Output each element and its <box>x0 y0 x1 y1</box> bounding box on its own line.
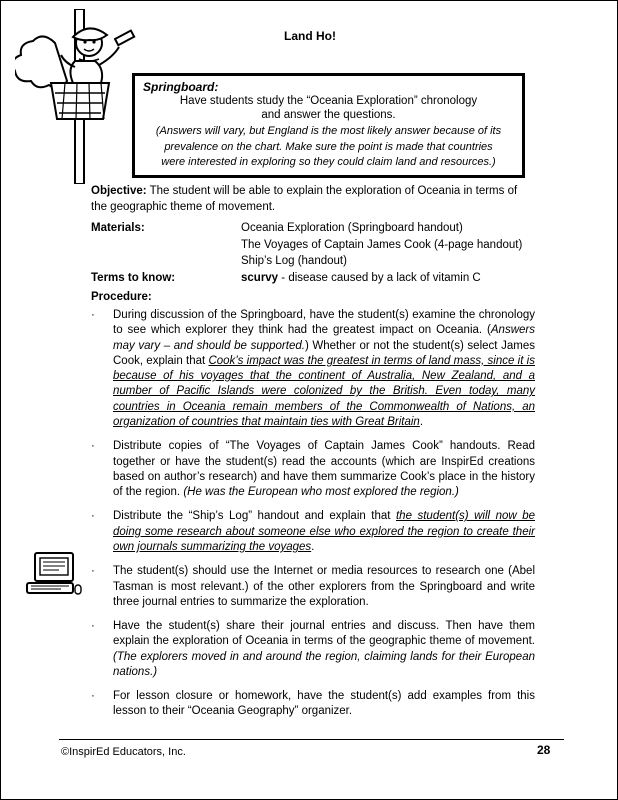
list-item <box>91 619 535 680</box>
list-item <box>91 308 535 430</box>
step-segment: Cook’s impact was the greatest in terms of land mass, since it is because of his voyages that the continent of Australia, New Zealand, and a number of Pacific Islands were colonized by the British. Even today, many countries in Oceania remain members of the Commonwealth of Nations, an organization of countries that maintain ties with Great Britain <box>113 354 535 428</box>
springboard-note-1: (Answers will vary, but England is the most likely answer because of its <box>155 124 502 137</box>
materials-spacer <box>91 237 241 254</box>
list-bullet: · <box>91 440 95 453</box>
step-segment: ) Whether or not the student(s) select James Cook, explain that <box>113 339 535 367</box>
materials-item: Oceania Exploration (Springboard handout) <box>241 222 463 234</box>
list-item-text <box>113 439 535 500</box>
step-segment: . <box>419 415 424 428</box>
step-segment: (He was the European who most explored the region.) <box>183 486 459 499</box>
step-segment: Answers may vary – and should be supported. <box>113 324 535 352</box>
materials-item: Ship’s Log (handout) <box>241 255 347 268</box>
materials-label: Materials: <box>91 222 145 234</box>
term-word: scurvy <box>241 272 279 284</box>
copyright-text: ©InspirEd Educators, Inc. <box>61 746 186 758</box>
objective-label: Objective: <box>91 185 147 197</box>
list-item-text <box>113 689 535 720</box>
page-title: Land Ho! <box>284 29 336 43</box>
list-item <box>91 509 535 555</box>
springboard-note-3: were interested in exploring so they could claim land and resources.) <box>161 156 496 169</box>
terms-value <box>241 272 481 284</box>
step-segment: . <box>311 540 315 553</box>
list-bullet: · <box>91 620 95 633</box>
step-segment: (The explorers moved in and around the region, claiming lands for their European nations.) <box>113 650 535 678</box>
objective-section <box>91 184 531 215</box>
list-item <box>91 439 535 500</box>
term-definition: - disease caused by a lack of vitamin C <box>278 272 481 284</box>
objective-text: The student will be able to explain the exploration of Oceania in terms of the geographic theme of movement. <box>91 185 518 213</box>
materials-spacer <box>91 253 241 270</box>
springboard-line-2: and answer the questions. <box>261 109 396 122</box>
page-number: 28 <box>537 743 551 757</box>
materials-section <box>91 220 541 270</box>
step-segment: The student(s) should use the Internet or media resources to research one (Abel Tasman is most relevant.) of the other explorers from the Springboard and write three journal entries to summarize the exploration. <box>113 565 535 608</box>
springboard-box <box>132 73 525 178</box>
list-item-text <box>113 308 535 430</box>
terms-section <box>91 272 541 284</box>
list-item-text <box>113 619 535 680</box>
step-segment: the student(s) will now be doing some research about someone else who explored the region to create their own journals summarizing the voyages <box>113 510 535 553</box>
list-item-text <box>113 564 535 610</box>
list-bullet: · <box>91 565 95 578</box>
terms-label: Terms to know: <box>91 272 176 284</box>
list-item <box>91 564 535 610</box>
materials-item: The Voyages of Captain James Cook (4-page handout) <box>241 238 523 251</box>
springboard-note-2: prevalence on the chart. Make sure the point is made that countries <box>164 140 493 153</box>
step-segment: During discussion of the Springboard, have the student(s) examine the chronology to see which explorer they think had the greatest impact on Oceania. ( <box>113 309 535 337</box>
procedure-label: Procedure: <box>91 291 152 303</box>
springboard-line-1: Have students study the “Oceania Exploration” chronology <box>179 95 478 107</box>
explorer-illustration <box>15 9 145 184</box>
step-segment: Distribute copies of “The Voyages of Captain James Cook” handouts. Read together or have the student(s) read the accounts (which are InspirEd creations based on author’s research) and have them summarize Cook’s place in the history of the region. <box>113 440 535 499</box>
list-bullet: · <box>91 309 95 321</box>
step-segment: For lesson closure or homework, have the student(s) add examples from this lesson to their “Oceania Geography” organizer. <box>113 690 535 718</box>
list-item-text <box>113 509 535 555</box>
step-segment: Distribute the “Ship’s Log” handout and explain that <box>113 510 396 523</box>
list-bullet: · <box>91 690 95 703</box>
step-segment: Have the student(s) share their journal entries and discuss. Then have them explain the exploration of Oceania in terms of the geographic theme of movement. <box>113 620 535 648</box>
list-item <box>91 689 535 720</box>
list-bullet: · <box>91 510 95 523</box>
computer-icon <box>25 551 83 599</box>
footer-divider <box>59 739 564 740</box>
procedure-list <box>91 308 535 729</box>
springboard-label: Springboard: <box>143 80 219 94</box>
